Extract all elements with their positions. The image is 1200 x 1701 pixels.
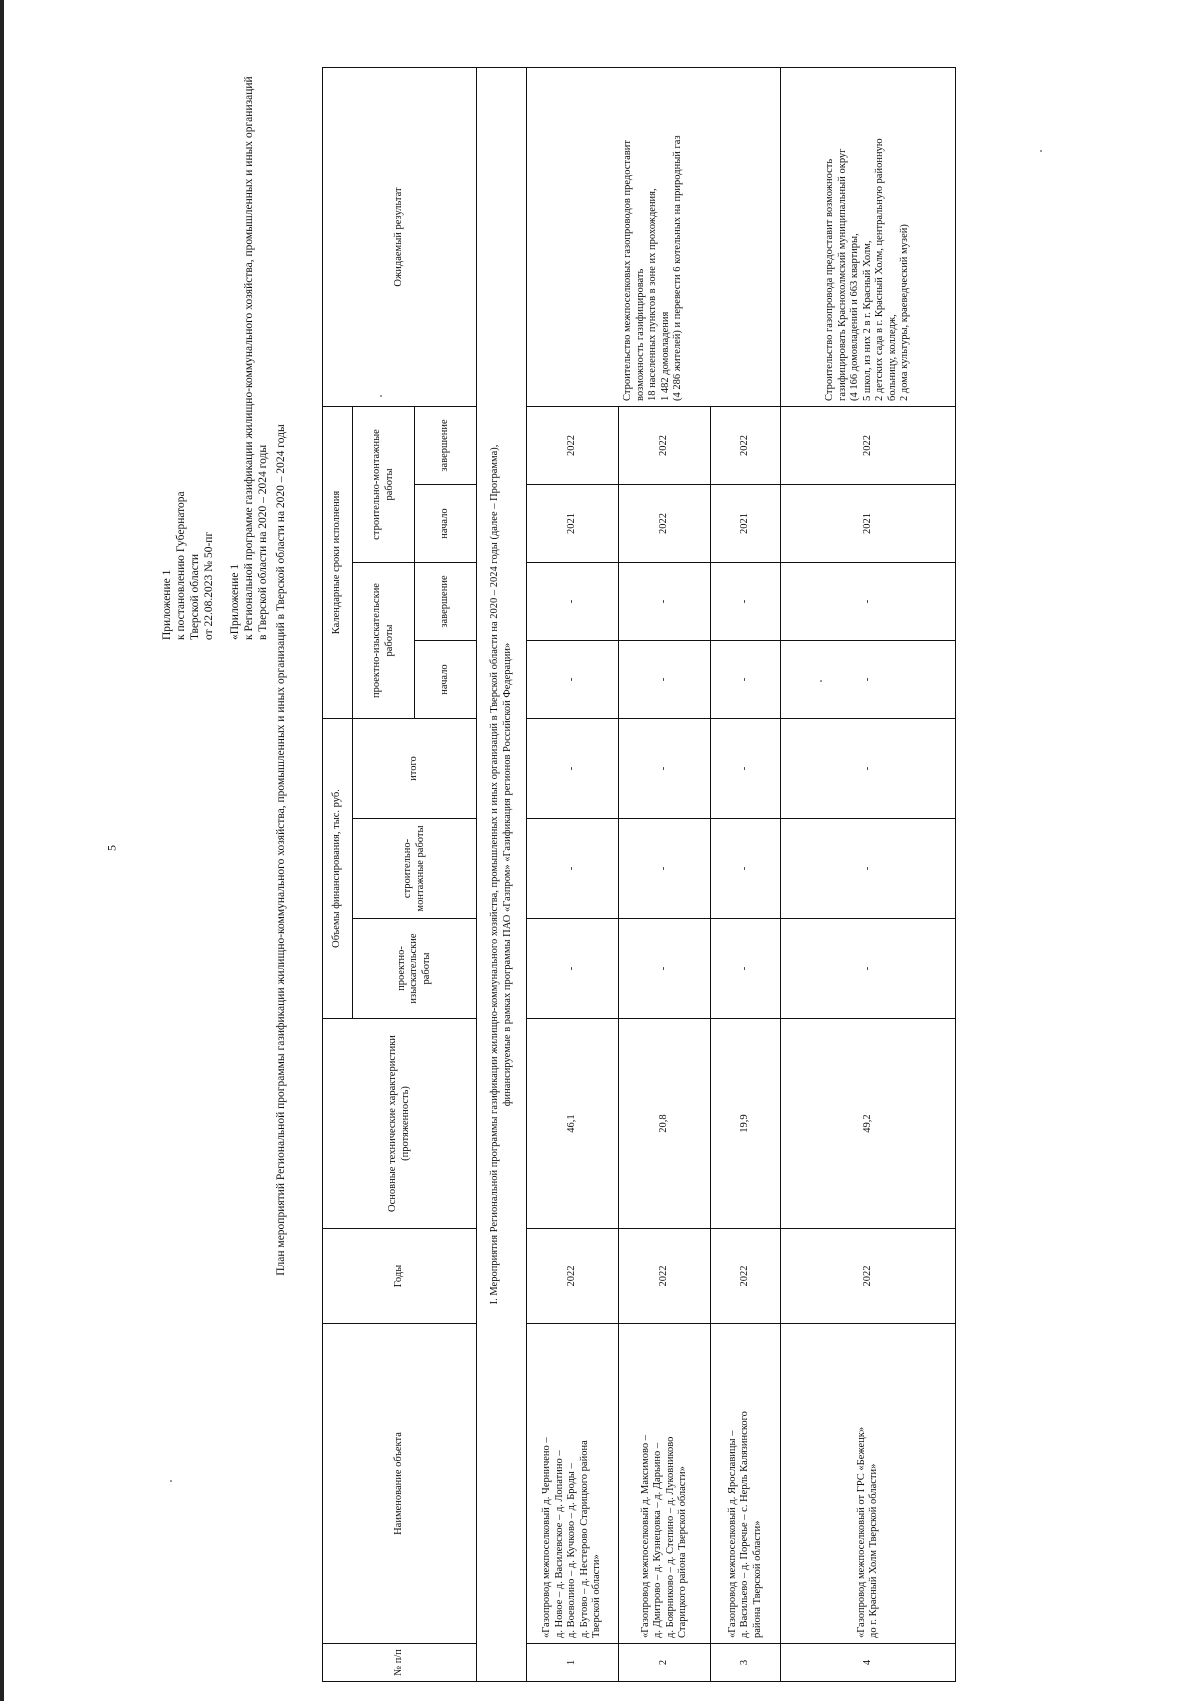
- row-funding-construction: -: [781, 819, 956, 919]
- row-design-start: -: [527, 641, 619, 719]
- name-line: Старицкого района Тверской области»: [677, 1466, 688, 1638]
- name-line: д. Васильево – д. Поречье – с. Нерль Калязинского: [739, 1411, 751, 1638]
- row-funding-total: -: [781, 719, 956, 819]
- appendix-line: к постановлению Губернатора: [175, 491, 187, 640]
- row-object-name: [527, 1324, 619, 1644]
- plan-title: План мероприятий Региональной программы газификации жилищно-коммунального хозяйства, промышленных и иных организаций в Тверской области на 2020 – 2024 годы: [275, 424, 287, 1276]
- section-heading-line: I. Мероприятия Региональной программы газификации жилищно-коммунального хозяйства, промышленных и иных организаций в Тверской области на 2020 – 2024 годы (далее – Программа),: [489, 444, 500, 1305]
- row-funding-design: -: [527, 919, 619, 1019]
- row-construction-end: 2022: [781, 406, 956, 484]
- appendix-line: Приложение 1: [161, 569, 173, 640]
- row-length: 19,9: [711, 1019, 781, 1229]
- header-specs: Основные технические характеристики (протяженность): [323, 1019, 477, 1229]
- result-line: больницу, колледж,: [886, 314, 898, 401]
- header-years: Годы: [323, 1229, 477, 1324]
- row-object-name: [711, 1324, 781, 1644]
- row-funding-construction: -: [711, 819, 781, 919]
- row-construction-start: 2021: [781, 485, 956, 563]
- name-line: «Газопровод межпоселковый д. Максимово –: [639, 1434, 651, 1638]
- header-funding-construction: строительно-монтажные работы: [353, 819, 477, 919]
- row-result: [781, 67, 956, 406]
- result-line: (4 286 жителей) и перевести 6 котельных на природный газ: [672, 135, 684, 401]
- row-design-end: -: [781, 563, 956, 641]
- result-line: 1 482 домовладения: [659, 311, 671, 401]
- appendix-inner-line: в Тверской области на 2020 – 2024 годы: [257, 444, 269, 640]
- result-line: 2 дома культуры, краеведческий музей): [899, 224, 911, 401]
- name-line: района Тверской области»: [751, 1520, 763, 1638]
- header-num: № п/п: [323, 1644, 477, 1682]
- row-construction-end: 2022: [711, 406, 781, 484]
- header-schedule-design: проектно-изыскательские работы: [353, 563, 415, 719]
- header-funding: Объемы финансирования, тыс. руб.: [323, 719, 353, 1019]
- row-funding-total: -: [711, 719, 781, 819]
- row-year: 2022: [781, 1229, 956, 1324]
- result-line: возможность газифицировать: [634, 268, 646, 401]
- row-construction-start: 2021: [527, 485, 619, 563]
- page-number: 5: [104, 845, 119, 851]
- name-line: д. Воеволино – д. Кучково – д. Броды –: [566, 1463, 578, 1638]
- row-funding-design: -: [781, 919, 956, 1019]
- header-schedule-construction: строительно-монтажные работы: [353, 406, 415, 562]
- row-funding-total: -: [619, 719, 711, 819]
- table-row: [527, 67, 619, 1681]
- row-funding-construction: -: [527, 819, 619, 919]
- header-construction-end: завершение: [415, 406, 477, 484]
- row-year: 2022: [527, 1229, 619, 1324]
- row-length: 46,1: [527, 1019, 619, 1229]
- result-line: газифицировать Краснохолмский муниципальный округ: [836, 148, 848, 401]
- result-line: (4 166 домовладений и 663 квартиры,: [849, 233, 861, 401]
- row-funding-design: -: [619, 919, 711, 1019]
- name-line: «Газопровод межпоселковый от ГРС «Бежецк»: [855, 1426, 867, 1638]
- rotated-sheet: [60, 10, 1140, 1690]
- row-funding-total: -: [527, 719, 619, 819]
- row-num: 3: [711, 1644, 781, 1682]
- row-construction-start: 2022: [619, 485, 711, 563]
- name-line: до г. Красный Холм Тверской области»: [868, 1463, 879, 1638]
- header-design-end: завершение: [415, 563, 477, 641]
- row-design-end: -: [619, 563, 711, 641]
- row-funding-construction: -: [619, 819, 711, 919]
- row-construction-end: 2022: [619, 406, 711, 484]
- name-line: д. Боярниково – д. Степино – д. Луковниково: [664, 1436, 676, 1638]
- name-line: д. Новое – д. Василевское – д. Лопатино –: [553, 1450, 565, 1638]
- row-design-start: -: [619, 641, 711, 719]
- row-length: 20,8: [619, 1019, 711, 1229]
- row-num: 2: [619, 1644, 711, 1682]
- row-result: [527, 67, 781, 406]
- result-line: Строительство газопровода предоставит возможность: [824, 158, 836, 401]
- row-year: 2022: [711, 1229, 781, 1324]
- result-line: 2 детских сада в г. Красный Холм, центральную районную: [874, 138, 886, 401]
- row-object-name: [619, 1324, 711, 1644]
- plan-table: [322, 67, 956, 1682]
- row-length: 49,2: [781, 1019, 956, 1229]
- scan-edge: [0, 0, 4, 1701]
- row-design-start: -: [781, 641, 956, 719]
- row-funding-design: -: [711, 919, 781, 1019]
- header-funding-total: итого: [353, 719, 477, 819]
- appendix-inner-line: «Приложение 1: [229, 563, 241, 640]
- row-construction-start: 2021: [711, 485, 781, 563]
- name-line: «Газопровод межпоселковый д. Ярославицы –: [726, 1430, 738, 1638]
- appendix-inner-line: к Региональной программе газификации жилищно-коммунального хозяйства, промышленных и иных организаций: [243, 76, 255, 640]
- header-funding-design: проектно-изыскательские работы: [353, 919, 477, 1019]
- header-schedule: Календарные сроки исполнения: [323, 406, 353, 718]
- row-num: 4: [781, 1644, 956, 1682]
- header-construction-start: начало: [415, 485, 477, 563]
- row-num: 1: [527, 1644, 619, 1682]
- appendix-header: [160, 40, 270, 640]
- result-line: Строительство межпоселковых газопроводов предоставит: [622, 140, 634, 401]
- table-row: [781, 67, 956, 1681]
- result-line: 5 школ, из них 2 в г. Красный Холм,: [861, 240, 873, 401]
- section-heading-line: финансируемые в рамках программы ПАО «Газпром» «Газификация регионов Российской Федерации»: [501, 642, 513, 1107]
- name-line: Тверской области»: [591, 1554, 603, 1638]
- appendix-line: от 22.08.2023 № 50-пг: [203, 531, 215, 640]
- header-design-start: начало: [415, 641, 477, 719]
- row-design-start: -: [711, 641, 781, 719]
- row-object-name: [781, 1324, 956, 1644]
- name-line: д. Дмитрово – д. Кузнецовка – д. Дарьино –: [652, 1442, 663, 1638]
- row-construction-end: 2022: [527, 406, 619, 484]
- section-heading: [477, 67, 527, 1681]
- result-line: 18 населенных пунктов в зоне их прохождения,: [647, 188, 659, 401]
- appendix-line: Тверской области: [189, 554, 201, 640]
- header-result: Ожидаемый результат: [323, 67, 477, 406]
- row-design-end: -: [527, 563, 619, 641]
- name-line: «Газопровод межпоселковый д. Черниченo –: [541, 1437, 553, 1638]
- row-year: 2022: [619, 1229, 711, 1324]
- row-design-end: -: [711, 563, 781, 641]
- name-line: д. Бутово – д. Нестерово Старицкого района: [578, 1440, 590, 1638]
- header-name: Наименование объекта: [323, 1324, 477, 1644]
